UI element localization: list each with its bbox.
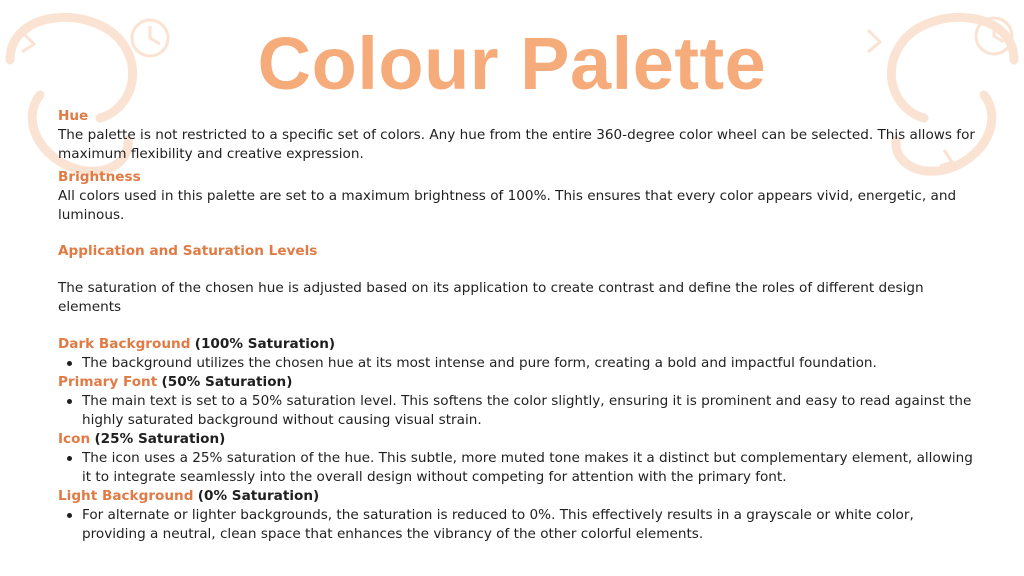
application-heading: Application and Saturation Levels xyxy=(58,243,318,259)
page-title: Colour Palette xyxy=(257,22,767,105)
bullet-list xyxy=(58,506,976,544)
bullet-list xyxy=(58,354,976,373)
list-item: The icon uses a 25% saturation of the hue. This subtle, more muted tone makes it a distinct but complementary element, allowing it to integrate seamlessly into the overall design without competing for attention with the primary font. xyxy=(82,449,976,487)
item-heading xyxy=(58,373,976,392)
item-label: Primary Font xyxy=(58,374,158,390)
list-item: The main text is set to a 50% saturation level. This softens the color slightly, ensuring it is prominent and easy to read against the highly saturated background without causing visual strain. xyxy=(82,392,976,430)
item-heading xyxy=(58,487,976,506)
item-label: Icon xyxy=(58,431,91,447)
content-body xyxy=(58,107,976,544)
hue-heading: Hue xyxy=(58,108,89,124)
item-label: Light Background xyxy=(58,488,194,504)
item-saturation: (100% Saturation) xyxy=(194,336,336,352)
brightness-text: All colors used in this palette are set to a maximum brightness of 100%. This ensures that every color appears vivid, energetic, and luminous. xyxy=(58,188,957,223)
bullet-list xyxy=(58,392,976,430)
item-saturation: (0% Saturation) xyxy=(197,488,320,504)
item-saturation: (25% Saturation) xyxy=(94,431,226,447)
item-label: Dark Background xyxy=(58,336,191,352)
hue-text: The palette is not restricted to a specific set of colors. Any hue from the entire 360-degree color wheel can be selected. This allows for maximum flexibility and creative expression. xyxy=(58,127,975,162)
item-heading xyxy=(58,335,976,354)
item-heading xyxy=(58,430,976,449)
brightness-heading: Brightness xyxy=(58,169,141,185)
list-item: For alternate or lighter backgrounds, the saturation is reduced to 0%. This effectively results in a grayscale or white color, providing a neutral, clean space that enhances the vibrancy of the other colorful elements. xyxy=(82,506,976,544)
application-intro: The saturation of the chosen hue is adjusted based on its application to create contrast and define the roles of different design elements xyxy=(58,280,924,315)
list-item: The background utilizes the chosen hue at its most intense and pure form, creating a bold and impactful foundation. xyxy=(82,354,976,373)
bullet-list xyxy=(58,449,976,487)
item-saturation: (50% Saturation) xyxy=(161,374,293,390)
